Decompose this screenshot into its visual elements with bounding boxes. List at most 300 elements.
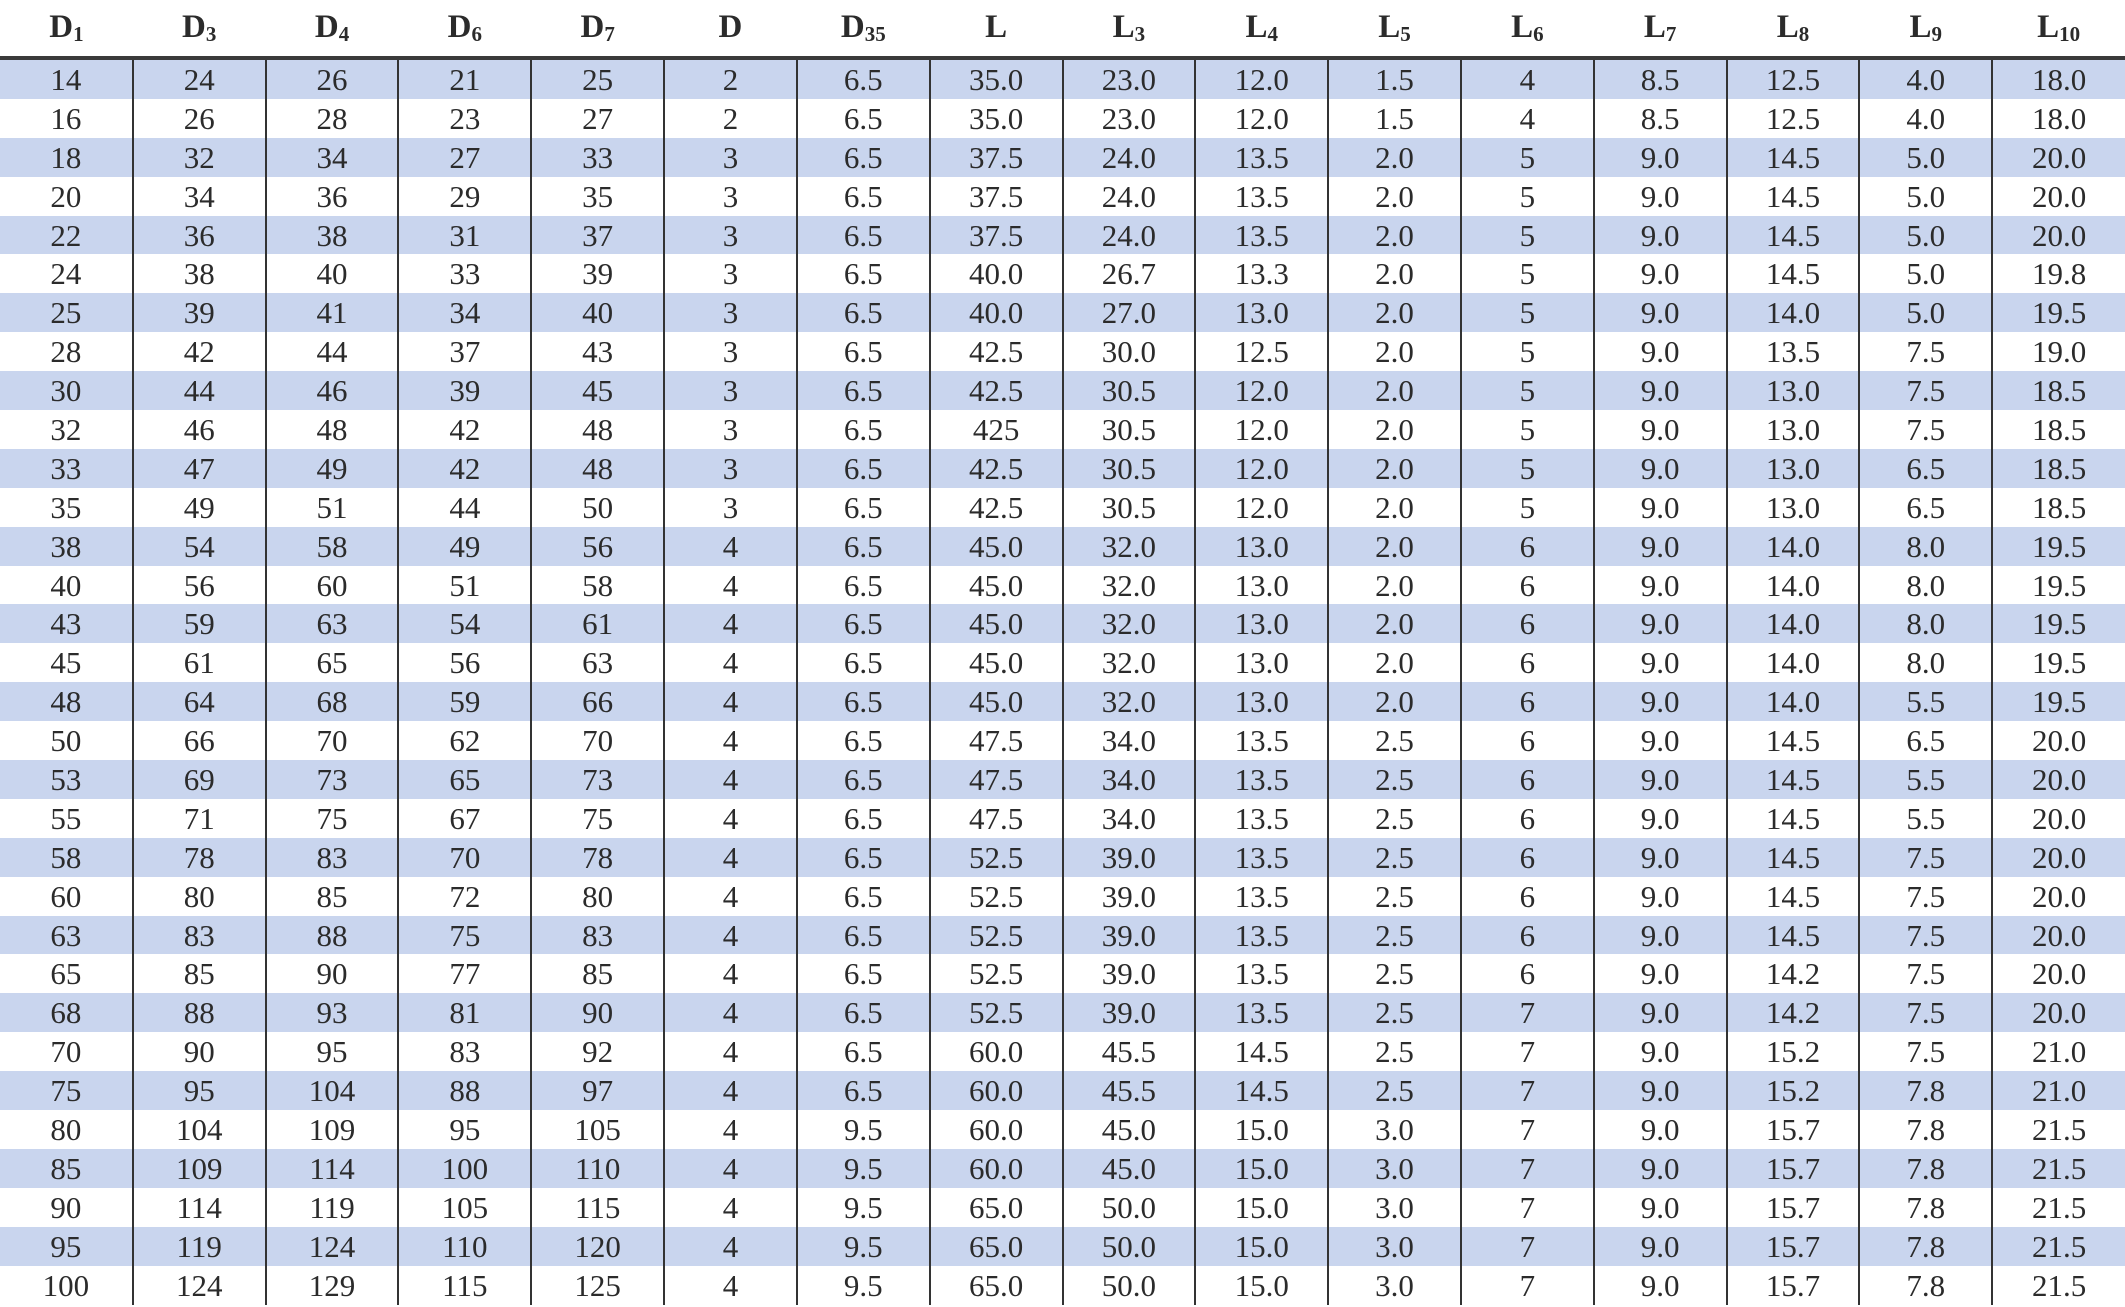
table-cell: 4 — [664, 954, 797, 993]
table-cell: 18.0 — [1992, 99, 2125, 138]
table-cell: 15.0 — [1195, 1227, 1328, 1266]
table-cell: 47.5 — [930, 760, 1063, 799]
table-cell: 47.5 — [930, 721, 1063, 760]
table-cell: 120 — [531, 1227, 664, 1266]
column-header-d: D — [664, 0, 797, 58]
table-row — [0, 1227, 2125, 1266]
table-row — [0, 1149, 2125, 1188]
table-cell: 56 — [133, 566, 266, 605]
table-cell: 110 — [398, 1227, 531, 1266]
table-cell: 39.0 — [1063, 916, 1196, 955]
table-cell: 38 — [0, 527, 133, 566]
table-cell: 38 — [266, 216, 399, 255]
table-cell: 83 — [531, 916, 664, 955]
table-cell: 20.0 — [1992, 216, 2125, 255]
table-cell: 30.5 — [1063, 488, 1196, 527]
table-cell: 52.5 — [930, 954, 1063, 993]
table-cell: 2.0 — [1328, 371, 1461, 410]
table-cell: 73 — [531, 760, 664, 799]
table-cell: 6.5 — [797, 682, 930, 721]
table-cell: 37.5 — [930, 138, 1063, 177]
table-cell: 9.0 — [1594, 1149, 1727, 1188]
table-cell: 14.5 — [1727, 877, 1860, 916]
table-cell: 9.0 — [1594, 488, 1727, 527]
table-cell: 9.0 — [1594, 1266, 1727, 1305]
table-cell: 19.5 — [1992, 293, 2125, 332]
table-cell: 56 — [398, 643, 531, 682]
table-cell: 20.0 — [1992, 760, 2125, 799]
table-cell: 81 — [398, 993, 531, 1032]
table-cell: 42 — [398, 410, 531, 449]
table-cell: 85 — [133, 954, 266, 993]
table-cell: 65.0 — [930, 1266, 1063, 1305]
table-cell: 9.5 — [797, 1188, 930, 1227]
table-cell: 40.0 — [930, 293, 1063, 332]
table-cell: 2.5 — [1328, 916, 1461, 955]
table-cell: 6.5 — [797, 527, 930, 566]
table-cell: 32.0 — [1063, 604, 1196, 643]
table-cell: 104 — [266, 1071, 399, 1110]
table-cell: 14.5 — [1727, 760, 1860, 799]
table-cell: 9.0 — [1594, 293, 1727, 332]
table-cell: 425 — [930, 410, 1063, 449]
table-cell: 55 — [0, 799, 133, 838]
table-cell: 6.5 — [797, 838, 930, 877]
table-cell: 45.0 — [930, 682, 1063, 721]
table-cell: 2.0 — [1328, 293, 1461, 332]
table-cell: 37 — [531, 216, 664, 255]
table-cell: 14.5 — [1727, 799, 1860, 838]
table-row — [0, 1188, 2125, 1227]
table-cell: 9.0 — [1594, 177, 1727, 216]
table-cell: 32.0 — [1063, 682, 1196, 721]
table-cell: 42.5 — [930, 449, 1063, 488]
table-cell: 47.5 — [930, 799, 1063, 838]
table-cell: 12.5 — [1195, 332, 1328, 371]
table-cell: 110 — [531, 1149, 664, 1188]
table-cell: 35.0 — [930, 99, 1063, 138]
table-cell: 13.5 — [1195, 954, 1328, 993]
table-cell: 52.5 — [930, 838, 1063, 877]
table-cell: 7.5 — [1859, 332, 1992, 371]
table-cell: 19.5 — [1992, 604, 2125, 643]
table-cell: 52.5 — [930, 877, 1063, 916]
table-cell: 6.5 — [797, 566, 930, 605]
table-cell: 42 — [133, 332, 266, 371]
table-cell: 49 — [266, 449, 399, 488]
table-cell: 5.5 — [1859, 799, 1992, 838]
table-row — [0, 138, 2125, 177]
table-cell: 13.0 — [1727, 488, 1860, 527]
table-cell: 2.0 — [1328, 488, 1461, 527]
table-cell: 68 — [266, 682, 399, 721]
column-header-l4: $L_4$ — [1195, 0, 1328, 58]
table-cell: 6 — [1461, 643, 1594, 682]
table-cell: 9.0 — [1594, 954, 1727, 993]
table-cell: 20.0 — [1992, 993, 2125, 1032]
table-cell: 93 — [266, 993, 399, 1032]
table-cell: 32.0 — [1063, 643, 1196, 682]
table-cell: 13.0 — [1727, 371, 1860, 410]
table-cell: 5.5 — [1859, 682, 1992, 721]
table-cell: 20.0 — [1992, 954, 2125, 993]
table-cell: 7.8 — [1859, 1266, 1992, 1305]
table-cell: 70 — [0, 1032, 133, 1071]
table-cell: 30.5 — [1063, 410, 1196, 449]
table-cell: 22 — [0, 216, 133, 255]
table-cell: 8.0 — [1859, 566, 1992, 605]
table-cell: 19.5 — [1992, 682, 2125, 721]
table-cell: 9.5 — [797, 1227, 930, 1266]
table-row — [0, 604, 2125, 643]
table-cell: 2.0 — [1328, 177, 1461, 216]
table-cell: 65 — [266, 643, 399, 682]
table-cell: 14.5 — [1195, 1032, 1328, 1071]
table-row — [0, 877, 2125, 916]
table-cell: 2.5 — [1328, 838, 1461, 877]
table-row — [0, 216, 2125, 255]
table-cell: 85 — [266, 877, 399, 916]
table-cell: 6.5 — [797, 410, 930, 449]
table-cell: 43 — [531, 332, 664, 371]
table-cell: 58 — [0, 838, 133, 877]
table-cell: 40 — [266, 254, 399, 293]
table-cell: 7.5 — [1859, 371, 1992, 410]
table-cell: 69 — [133, 760, 266, 799]
table-cell: 29 — [398, 177, 531, 216]
table-row — [0, 177, 2125, 216]
table-cell: 45.0 — [930, 604, 1063, 643]
table-cell: 9.0 — [1594, 838, 1727, 877]
table-cell: 60.0 — [930, 1071, 1063, 1110]
table-cell: 70 — [531, 721, 664, 760]
table-cell: 2.5 — [1328, 993, 1461, 1032]
table-cell: 14.5 — [1727, 216, 1860, 255]
table-cell: 2 — [664, 58, 797, 99]
table-row — [0, 916, 2125, 955]
table-cell: 114 — [266, 1149, 399, 1188]
table-cell: 18 — [0, 138, 133, 177]
table-cell: 14.0 — [1727, 604, 1860, 643]
table-cell: 109 — [133, 1149, 266, 1188]
table-cell: 19.8 — [1992, 254, 2125, 293]
table-cell: 6.5 — [1859, 488, 1992, 527]
table-cell: 9.5 — [797, 1266, 930, 1305]
table-cell: 42.5 — [930, 332, 1063, 371]
table-cell: 48 — [531, 410, 664, 449]
table-cell: 6.5 — [797, 954, 930, 993]
table-cell: 45.5 — [1063, 1032, 1196, 1071]
table-cell: 4.0 — [1859, 58, 1992, 99]
table-cell: 3.0 — [1328, 1149, 1461, 1188]
table-cell: 2.0 — [1328, 138, 1461, 177]
table-cell: 129 — [266, 1266, 399, 1305]
column-header-l6: $L_6$ — [1461, 0, 1594, 58]
table-cell: 13.0 — [1195, 643, 1328, 682]
table-cell: 9.5 — [797, 1149, 930, 1188]
table-cell: 9.0 — [1594, 410, 1727, 449]
table-cell: 39 — [531, 254, 664, 293]
table-cell: 4 — [664, 1266, 797, 1305]
table-cell: 34.0 — [1063, 799, 1196, 838]
table-cell: 97 — [531, 1071, 664, 1110]
table-cell: 66 — [531, 682, 664, 721]
table-cell: 35 — [0, 488, 133, 527]
table-cell: 54 — [133, 527, 266, 566]
table-cell: 5 — [1461, 410, 1594, 449]
column-header-l: L — [930, 0, 1063, 58]
table-cell: 4 — [1461, 58, 1594, 99]
table-cell: 2.0 — [1328, 527, 1461, 566]
table-cell: 124 — [133, 1266, 266, 1305]
table-cell: 13.0 — [1195, 604, 1328, 643]
table-cell: 4 — [664, 916, 797, 955]
table-cell: 2.5 — [1328, 721, 1461, 760]
table-cell: 46 — [133, 410, 266, 449]
table-cell: 7.5 — [1859, 916, 1992, 955]
table-cell: 27 — [531, 99, 664, 138]
table-cell: 6.5 — [797, 799, 930, 838]
table-cell: 5 — [1461, 254, 1594, 293]
table-cell: 9.0 — [1594, 332, 1727, 371]
table-cell: 7.5 — [1859, 410, 1992, 449]
table-row — [0, 99, 2125, 138]
table-cell: 20.0 — [1992, 177, 2125, 216]
table-cell: 6 — [1461, 916, 1594, 955]
table-cell: 56 — [531, 527, 664, 566]
table-cell: 9.0 — [1594, 682, 1727, 721]
table-cell: 20 — [0, 177, 133, 216]
table-cell: 9.0 — [1594, 604, 1727, 643]
table-cell: 13.5 — [1195, 838, 1328, 877]
table-cell: 50.0 — [1063, 1227, 1196, 1266]
table-cell: 26 — [133, 99, 266, 138]
table-cell: 5.0 — [1859, 177, 1992, 216]
table-cell: 77 — [398, 954, 531, 993]
table-cell: 60.0 — [930, 1149, 1063, 1188]
table-cell: 115 — [531, 1188, 664, 1227]
table-row — [0, 449, 2125, 488]
table-cell: 115 — [398, 1266, 531, 1305]
table-cell: 19.5 — [1992, 643, 2125, 682]
table-cell: 21.5 — [1992, 1110, 2125, 1149]
table-cell: 45.0 — [930, 643, 1063, 682]
table-cell: 3 — [664, 254, 797, 293]
column-header-d3: $D_3$ — [133, 0, 266, 58]
table-cell: 4 — [664, 1188, 797, 1227]
table-cell: 125 — [531, 1266, 664, 1305]
column-header-d1: $D_1$ — [0, 0, 133, 58]
table-cell: 4 — [1461, 99, 1594, 138]
table-cell: 3.0 — [1328, 1188, 1461, 1227]
table-cell: 2.0 — [1328, 682, 1461, 721]
table-cell: 80 — [0, 1110, 133, 1149]
table-cell: 14.5 — [1727, 177, 1860, 216]
table-header — [0, 0, 2125, 58]
table-cell: 105 — [531, 1110, 664, 1149]
table-cell: 21 — [398, 58, 531, 99]
table-cell: 14.5 — [1727, 721, 1860, 760]
table-cell: 6 — [1461, 799, 1594, 838]
table-cell: 95 — [0, 1227, 133, 1266]
table-cell: 63 — [0, 916, 133, 955]
table-cell: 24.0 — [1063, 177, 1196, 216]
table-cell: 15.7 — [1727, 1266, 1860, 1305]
table-cell: 50 — [531, 488, 664, 527]
table-cell: 15.0 — [1195, 1110, 1328, 1149]
table-cell: 23.0 — [1063, 99, 1196, 138]
table-cell: 3 — [664, 332, 797, 371]
table-cell: 8.0 — [1859, 527, 1992, 566]
table-cell: 2.5 — [1328, 1032, 1461, 1071]
table-cell: 4 — [664, 1227, 797, 1266]
table-cell: 13.0 — [1195, 682, 1328, 721]
table-cell: 30.5 — [1063, 371, 1196, 410]
table-cell: 24.0 — [1063, 138, 1196, 177]
table-cell: 8.5 — [1594, 99, 1727, 138]
table-cell: 34 — [133, 177, 266, 216]
table-cell: 18.5 — [1992, 410, 2125, 449]
table-cell: 6.5 — [797, 449, 930, 488]
table-cell: 37 — [398, 332, 531, 371]
table-cell: 26.7 — [1063, 254, 1196, 293]
table-cell: 32.0 — [1063, 566, 1196, 605]
table-cell: 35 — [531, 177, 664, 216]
table-cell: 2.5 — [1328, 877, 1461, 916]
table-cell: 124 — [266, 1227, 399, 1266]
column-header-d4: $D_4$ — [266, 0, 399, 58]
table-cell: 15.0 — [1195, 1149, 1328, 1188]
table-cell: 75 — [0, 1071, 133, 1110]
table-cell: 6 — [1461, 682, 1594, 721]
table-cell: 44 — [398, 488, 531, 527]
table-cell: 7 — [1461, 1227, 1594, 1266]
table-cell: 7.5 — [1859, 838, 1992, 877]
table-cell: 6.5 — [1859, 721, 1992, 760]
table-cell: 34.0 — [1063, 721, 1196, 760]
table-cell: 50.0 — [1063, 1266, 1196, 1305]
table-cell: 4 — [664, 993, 797, 1032]
table-cell: 2.5 — [1328, 954, 1461, 993]
table-cell: 4 — [664, 682, 797, 721]
table-cell: 45.0 — [930, 566, 1063, 605]
table-cell: 12.0 — [1195, 58, 1328, 99]
table-cell: 60 — [0, 877, 133, 916]
table-cell: 59 — [133, 604, 266, 643]
table-row — [0, 371, 2125, 410]
table-cell: 83 — [398, 1032, 531, 1071]
table-cell: 3 — [664, 371, 797, 410]
table-cell: 90 — [266, 954, 399, 993]
table-cell: 24.0 — [1063, 216, 1196, 255]
table-cell: 16 — [0, 99, 133, 138]
table-cell: 7.8 — [1859, 1227, 1992, 1266]
table-cell: 19.0 — [1992, 332, 2125, 371]
table-cell: 9.0 — [1594, 1188, 1727, 1227]
table-cell: 2.0 — [1328, 332, 1461, 371]
table-cell: 78 — [531, 838, 664, 877]
table-cell: 38 — [133, 254, 266, 293]
table-cell: 13.3 — [1195, 254, 1328, 293]
table-cell: 6.5 — [797, 760, 930, 799]
table-cell: 40.0 — [930, 254, 1063, 293]
table-cell: 14.0 — [1727, 566, 1860, 605]
table-cell: 7.5 — [1859, 954, 1992, 993]
table-cell: 9.0 — [1594, 877, 1727, 916]
table-cell: 6.5 — [797, 643, 930, 682]
table-cell: 105 — [398, 1188, 531, 1227]
table-cell: 6.5 — [797, 254, 930, 293]
table-cell: 37.5 — [930, 177, 1063, 216]
table-cell: 40 — [531, 293, 664, 332]
table-cell: 5 — [1461, 488, 1594, 527]
table-cell: 65 — [398, 760, 531, 799]
table-cell: 2.5 — [1328, 760, 1461, 799]
table-cell: 9.0 — [1594, 799, 1727, 838]
table-cell: 7.8 — [1859, 1188, 1992, 1227]
table-cell: 6 — [1461, 566, 1594, 605]
table-cell: 13.0 — [1727, 410, 1860, 449]
table-cell: 78 — [133, 838, 266, 877]
table-cell: 6.5 — [797, 721, 930, 760]
table-cell: 9.0 — [1594, 1110, 1727, 1149]
table-cell: 5.0 — [1859, 138, 1992, 177]
table-cell: 4 — [664, 877, 797, 916]
table-cell: 60 — [266, 566, 399, 605]
table-cell: 15.7 — [1727, 1188, 1860, 1227]
table-cell: 7.8 — [1859, 1110, 1992, 1149]
table-row — [0, 293, 2125, 332]
table-cell: 6 — [1461, 838, 1594, 877]
table-cell: 14.5 — [1727, 916, 1860, 955]
table-cell: 21.5 — [1992, 1266, 2125, 1305]
table-cell: 12.0 — [1195, 410, 1328, 449]
table-cell: 6.5 — [797, 99, 930, 138]
table-cell: 5.0 — [1859, 216, 1992, 255]
table-cell: 5 — [1461, 332, 1594, 371]
table-row — [0, 1266, 2125, 1305]
table-row — [0, 838, 2125, 877]
table-body — [0, 58, 2125, 1305]
table-cell: 3 — [664, 410, 797, 449]
table-cell: 14 — [0, 58, 133, 99]
table-cell: 18.5 — [1992, 488, 2125, 527]
table-cell: 4 — [664, 1032, 797, 1071]
table-cell: 9.0 — [1594, 760, 1727, 799]
table-cell: 32 — [0, 410, 133, 449]
table-cell: 3 — [664, 488, 797, 527]
table-cell: 6.5 — [797, 916, 930, 955]
table-cell: 21.0 — [1992, 1071, 2125, 1110]
table-cell: 25 — [531, 58, 664, 99]
column-header-d35: $D_{35}$ — [797, 0, 930, 58]
table-cell: 12.0 — [1195, 99, 1328, 138]
table-cell: 13.5 — [1195, 799, 1328, 838]
table-cell: 63 — [531, 643, 664, 682]
table-cell: 5 — [1461, 138, 1594, 177]
table-row — [0, 488, 2125, 527]
table-cell: 6.5 — [797, 58, 930, 99]
table-cell: 12.5 — [1727, 99, 1860, 138]
table-cell: 2.0 — [1328, 410, 1461, 449]
table-cell: 9.0 — [1594, 1032, 1727, 1071]
table-cell: 9.0 — [1594, 643, 1727, 682]
table-cell: 42.5 — [930, 488, 1063, 527]
table-cell: 88 — [133, 993, 266, 1032]
table-cell: 4 — [664, 1149, 797, 1188]
table-cell: 6.5 — [797, 488, 930, 527]
table-cell: 14.5 — [1727, 838, 1860, 877]
